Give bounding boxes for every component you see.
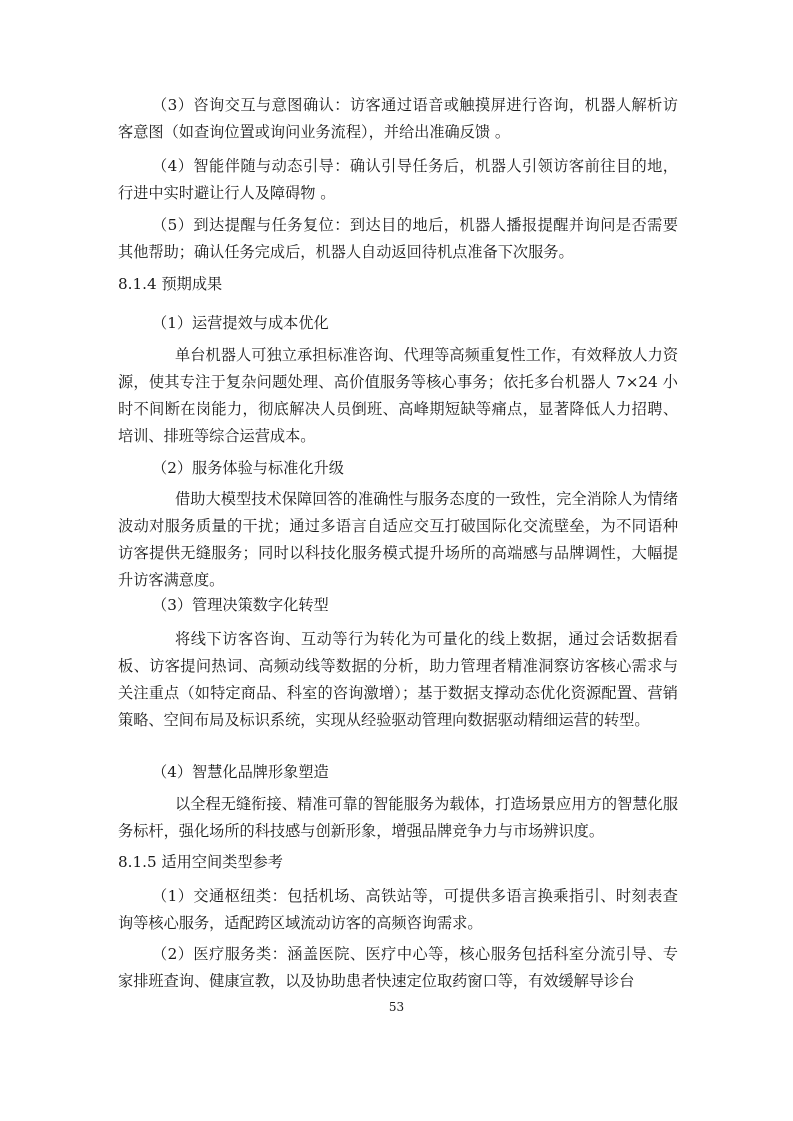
paragraph-step-5: （5）到达提醒与任务复位：到达目的地后，机器人播报提醒并询问是否需要其他帮助；确认任务完成后，机器人自动返回待机点准备下次服务。 <box>118 216 678 261</box>
page-number: 53 <box>388 1000 405 1014</box>
section-heading-8-1-4: 8.1.4 预期成果 <box>118 275 223 293</box>
paragraph-step-4: （4）智能伴随与动态引导：确认引导任务后，机器人引领访客前往目的地，行进中实时避让行人及障碍物 。 <box>118 157 678 202</box>
section-heading-8-1-5: 8.1.5 适用空间类型参考 <box>118 853 283 871</box>
paragraph-outcome-3: 将线下访客咨询、互动等行为转化为可量化的线上数据，通过会话数据看板、访客提问热词、高频动线等数据的分析，助力管理者精准洞察访客核心需求与关注重点（如特定商品、科室的咨询激增）；基于数据支撑动态优化资源配置、营销策略、空间布局及标识系统，实现从经验驱动管理向数据驱动精细运营的转型。 <box>118 630 678 729</box>
subheading-outcome-3: （3）管理决策数字化转型 <box>152 596 329 614</box>
paragraph-step-3: （3）咨询交互与意图确认：访客通过语音或触摸屏进行咨询，机器人解析访客意图（如查询位置或询问业务流程），并给出准确反馈 。 <box>118 96 678 141</box>
subheading-outcome-2: （2）服务体验与标准化升级 <box>152 459 344 477</box>
paragraph-space-1: （1）交通枢纽类：包括机场、高铁站等，可提供多语言换乘指引、时刻表查询等核心服务，适配跨区域流动访客的高频咨询需求。 <box>118 887 678 932</box>
paragraph-outcome-1: 单台机器人可独立承担标准咨询、代理等高频重复性工作，有效释放人力资源，使其专注于复杂问题处理、高价值服务等核心事务；依托多台机器人 7×24 小时不间断在岗能力，彻底解决人员倒班、高峰期短缺等痛点，显著降低人力招聘、培训、排班等综合运营成本。 <box>118 346 678 445</box>
paragraph-outcome-4: 以全程无缝衔接、精准可靠的智能服务为载体，打造场景应用方的智慧化服务标杆，强化场所的科技感与创新形象，增强品牌竞争力与市场辨识度。 <box>118 795 678 840</box>
subheading-outcome-4: （4）智慧化品牌形象塑造 <box>152 763 329 781</box>
paragraph-outcome-2: 借助大模型技术保障回答的准确性与服务态度的一致性，完全消除人为情绪波动对服务质量的干扰；通过多语言自适应交互打破国际化交流壁垒，为不同语种访客提供无缝服务；同时以科技化服务模式提升场所的高端感与品牌调性，大幅提升访客满意度。 <box>118 490 678 589</box>
paragraph-space-2: （2）医疗服务类：涵盖医院、医疗中心等，核心服务包括科室分流引导、专家排班查询、健康宣教，以及协助患者快速定位取药窗口等，有效缓解导诊台 <box>118 945 678 990</box>
subheading-outcome-1: （1）运营提效与成本优化 <box>152 314 329 332</box>
